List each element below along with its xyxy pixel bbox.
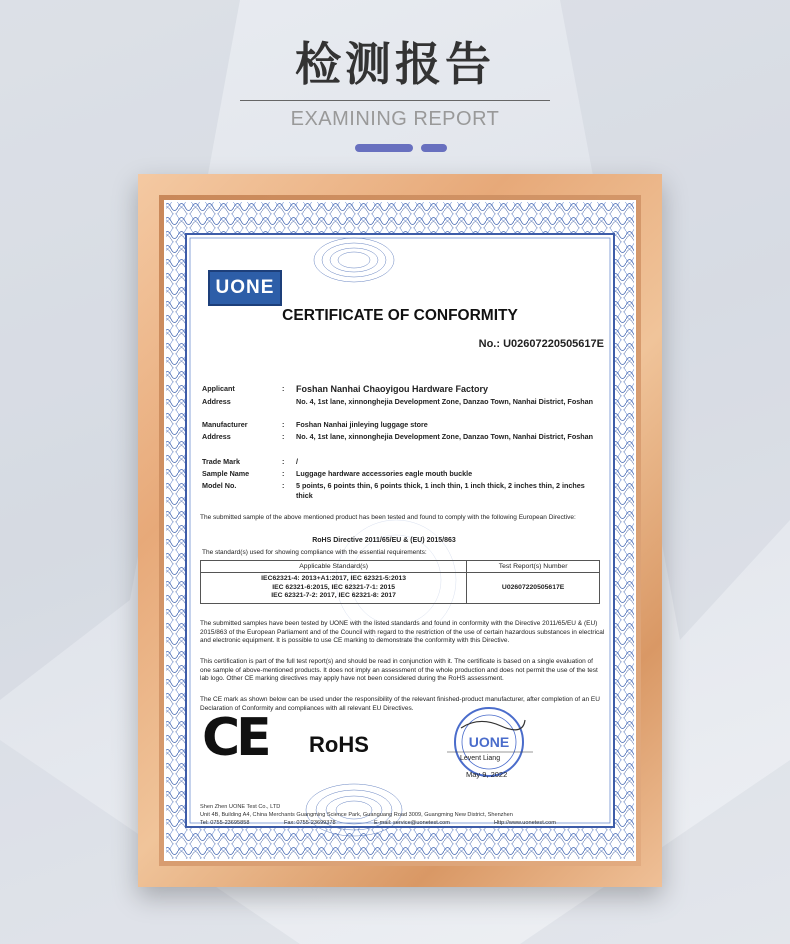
field-value: Foshan Nanhai Chaoyigou Hardware Factory xyxy=(296,384,489,394)
field-colon: : xyxy=(282,481,285,490)
field-value: 5 points, 6 points thin, 6 points thick, 1 inch thin, 1 inch thick, 2 inches thin, 2 inches thick xyxy=(296,481,585,500)
footer-company: Shen Zhen UONE Test Co., LTD xyxy=(200,804,281,810)
table-header-standards: Applicable Standard(s) xyxy=(201,561,467,573)
footer-web: Http://www.uonetest.com xyxy=(494,820,556,826)
intro-text: The submitted sample of the above mentioned product has been tested and found to comply with the following European Directive: xyxy=(200,514,576,521)
certificate xyxy=(164,200,636,861)
stamp-text: UONE xyxy=(468,734,510,750)
frame-bevel xyxy=(159,195,641,866)
field-colon: : xyxy=(282,420,285,429)
uone-logo: UONE xyxy=(208,270,282,306)
standard-line: IEC62321-4: 2013+A1:2017, IEC 62321-5:2013 xyxy=(261,575,407,582)
footer-fax: Fax: 0755-23699378 xyxy=(284,820,336,826)
footer-address: Unit 4B, Building A4, China Merchants Guangming Science Park, Guanguang Road 3009, Guangming New District, Shenzhen xyxy=(200,812,513,818)
footer-email: E-mail: service@uonetest.com xyxy=(374,820,450,826)
field-label: Sample Name xyxy=(202,469,250,478)
title-divider xyxy=(240,100,550,101)
accent-dash-right xyxy=(421,144,447,152)
field-label: Manufacturer xyxy=(202,420,248,429)
ce-mark: CE xyxy=(202,708,268,768)
standards-intro: The standard(s) used for showing compliance with the essential requirements: xyxy=(202,549,427,556)
certification-paragraph: This certification is part of the full test report(s) and should be read in conjunction with it. The certificate is based on a single evaluation of one sample of above-mentioned products. It does not imply an assessment of the whole production and does not permit the use of the test lab logo. Other CE marking directives may apply have not been considered during the RoHS assessment. xyxy=(200,658,598,682)
certificate-number: No.: U02607220505617E xyxy=(478,338,604,350)
certificate-title: CERTIFICATE OF CONFORMITY xyxy=(282,307,518,324)
directive-text: RoHS Directive 2011/65/EU & (EU) 2015/863 xyxy=(312,537,456,544)
standard-line: IEC 62321-6:2015, IEC 62321-7-1: 2015 xyxy=(272,583,396,591)
signature-date: May 9, 2022 xyxy=(466,770,508,779)
field-label: Applicant xyxy=(202,384,235,393)
field-label: Address xyxy=(202,432,231,441)
field-value: No. 4, 1st lane, xinnonghejia Development Zone, Danzao Town, Nanhai District, Foshan xyxy=(296,397,593,406)
field-colon: : xyxy=(282,432,285,441)
field-colon: : xyxy=(282,384,285,393)
conformity-paragraph: The submitted samples have been tested by UONE with the listed standards and found in conformity with the Directive 2011/65/EU & (EU) 2015/863 of the European Parliament and of the Council with regard to the restriction of the use of certain hazardous substances in electrical and electronic equipment. It is possible to use CE marking to demonstrate the conformity with this Directive. xyxy=(200,620,605,644)
field-label: Address xyxy=(202,397,231,406)
footer-tel: Tel: 0755-23695858 xyxy=(200,820,250,826)
field-value: Foshan Nanhai jinleying luggage store xyxy=(296,420,428,429)
accent-dash-left xyxy=(355,144,413,152)
field-colon: : xyxy=(282,457,285,466)
field-value: No. 4, 1st lane, xinnonghejia Development Zone, Danzao Town, Nanhai District, Foshan xyxy=(296,432,593,441)
field-label: Model No. xyxy=(202,481,237,490)
ce-mark-paragraph: The CE mark as shown below can be used under the responsibility of the relevant finished-product manufacturer, after completion of an EU Declaration of Conformity and compliances with all relevant EU Directives. xyxy=(200,696,600,712)
standards-table xyxy=(200,560,600,604)
table-header-reports: Test Report(s) Number xyxy=(467,561,600,573)
table-cell-report: U02607220505617E xyxy=(467,573,600,604)
page-subtitle: EXAMINING REPORT xyxy=(290,108,500,130)
signatory-name: Levent Liang xyxy=(460,755,501,762)
field-value: / xyxy=(296,457,298,466)
stamp-seal xyxy=(439,700,539,780)
field-colon: : xyxy=(282,469,285,478)
rohs-mark: RoHS xyxy=(309,732,369,757)
picture-frame xyxy=(138,174,662,887)
table-cell-standards xyxy=(201,573,467,604)
standard-line: IEC 62321-7-2: 2017, IEC 62321-8: 2017 xyxy=(271,592,396,599)
page-title: 检测报告 xyxy=(295,37,495,91)
field-label: Trade Mark xyxy=(202,457,240,466)
field-value: Luggage hardware accessories eagle mouth buckle xyxy=(296,469,473,478)
